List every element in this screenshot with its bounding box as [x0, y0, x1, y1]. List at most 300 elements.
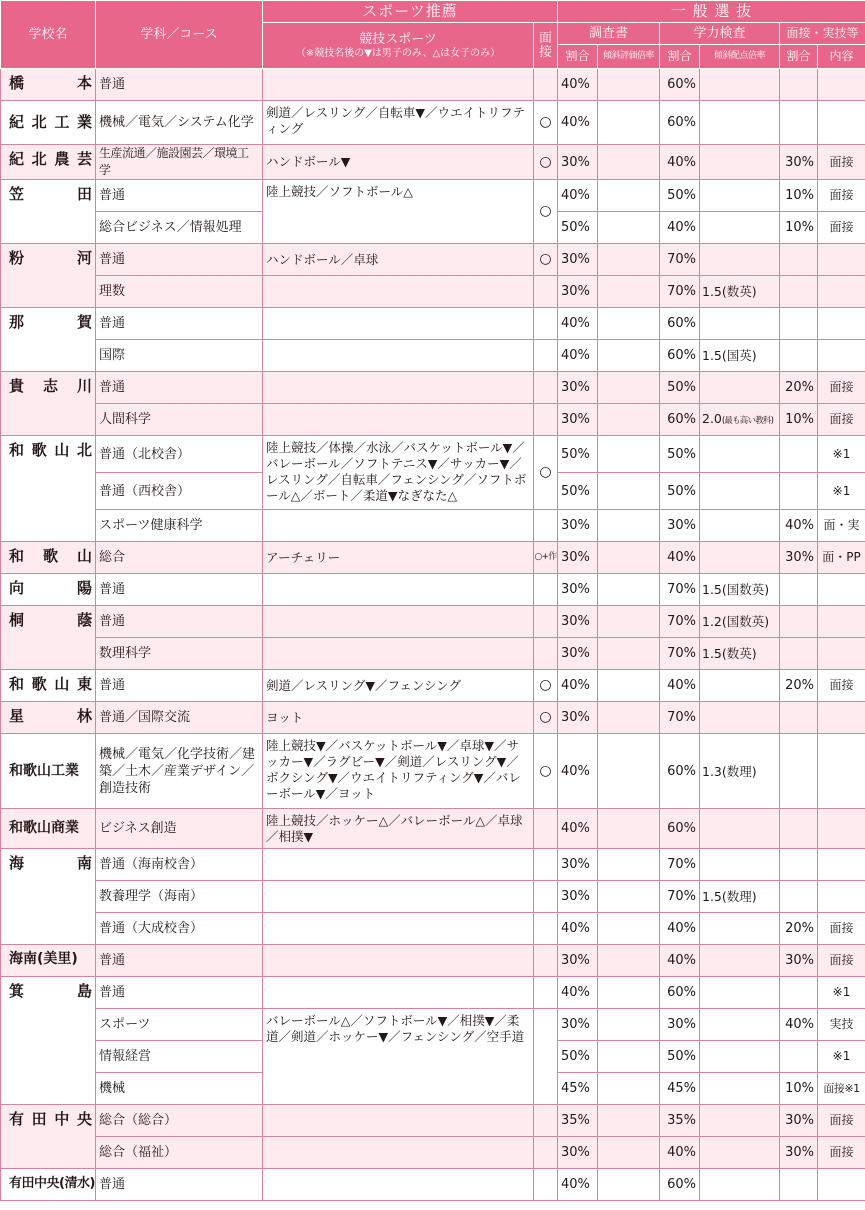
school-name: 那賀 — [1, 308, 96, 372]
gakuryoku-ratio: 50% — [660, 436, 700, 473]
gakuryoku-ratio: 70% — [660, 881, 700, 913]
keisha-hyotei — [598, 542, 660, 574]
sport-events: 剣道／レスリング／自転車▼／ウエイトリフティング — [263, 101, 534, 145]
gakuryoku-ratio: 50% — [660, 180, 700, 212]
dept-name: 普通 — [96, 574, 263, 606]
mensetsu-ratio — [780, 849, 818, 881]
gakuryoku-ratio: 60% — [660, 977, 700, 1009]
dept-name: 普通 — [96, 977, 263, 1009]
chousasho-ratio: 30% — [558, 606, 598, 638]
header-sport-note: （※競技名後の▼は男子のみ、△は女子のみ） — [295, 48, 501, 59]
chousasho-ratio: 30% — [558, 145, 598, 180]
table-row — [1, 574, 865, 606]
header-keisha-haiten: 傾斜配点倍率 — [700, 45, 780, 69]
keisha-hyotei — [598, 436, 660, 473]
gakuryoku-ratio: 30% — [660, 510, 700, 542]
sport-events: 剣道／レスリング▼／フェンシング — [263, 670, 534, 702]
mensetsu-ratio: 20% — [780, 670, 818, 702]
interview-mark: ○ — [534, 670, 558, 702]
keisha-hyotei — [598, 977, 660, 1009]
gakuryoku-ratio: 70% — [660, 702, 700, 734]
interview-mark — [534, 638, 558, 670]
mensetsu-content — [818, 69, 865, 101]
gakuryoku-ratio: 45% — [660, 1073, 700, 1105]
chousasho-ratio: 30% — [558, 1137, 598, 1169]
keisha-hyotei — [598, 1073, 660, 1105]
sport-events: バレーボール△／ソフトボール▼／相撲▼／柔道／剣道／ホッケー▼／フェンシング／空手道 — [263, 1009, 534, 1105]
mensetsu-ratio — [780, 638, 818, 670]
header-mensetsu: 面接・実技等 — [780, 23, 865, 45]
table-row — [1, 809, 865, 849]
keisha-hyotei — [598, 212, 660, 244]
keisha-hyotei — [598, 473, 660, 510]
sport-events: ヨット — [263, 702, 534, 734]
school-name: 向陽 — [1, 574, 96, 606]
dept-name: 情報経営 — [96, 1041, 263, 1073]
interview-mark — [534, 1105, 558, 1137]
interview-mark — [534, 276, 558, 308]
sport-events — [263, 1137, 534, 1169]
mensetsu-ratio: 40% — [780, 1009, 818, 1041]
dept-name: 人間科学 — [96, 404, 263, 436]
table-row — [1, 977, 865, 1009]
school-name: 箕島 — [1, 977, 96, 1105]
mensetsu-ratio — [780, 881, 818, 913]
chousasho-ratio: 30% — [558, 244, 598, 276]
sport-events — [263, 340, 534, 372]
keisha-haiten — [700, 670, 780, 702]
gakuryoku-ratio: 40% — [660, 212, 700, 244]
dept-name: ビジネス創造 — [96, 809, 263, 849]
interview-mark: ○ — [534, 436, 558, 510]
keisha-hyotei — [598, 734, 660, 809]
school-name: 有田中央(清水) — [1, 1169, 96, 1201]
dept-name: 総合（総合） — [96, 1105, 263, 1137]
mensetsu-ratio — [780, 606, 818, 638]
sport-events — [263, 849, 534, 881]
dept-name: 教養理学（海南） — [96, 881, 263, 913]
keisha-hyotei — [598, 606, 660, 638]
dept-name: 普通 — [96, 180, 263, 212]
keisha-hyotei — [598, 881, 660, 913]
keisha-haiten — [700, 1137, 780, 1169]
chousasho-ratio: 40% — [558, 308, 598, 340]
mensetsu-ratio: 10% — [780, 180, 818, 212]
chousasho-ratio: 50% — [558, 212, 598, 244]
mensetsu-ratio — [780, 276, 818, 308]
sport-events — [263, 945, 534, 977]
mensetsu-ratio: 40% — [780, 510, 818, 542]
table-row — [1, 1137, 865, 1169]
chousasho-ratio: 30% — [558, 510, 598, 542]
sport-events — [263, 1169, 534, 1201]
interview-mark — [534, 881, 558, 913]
gakuryoku-ratio: 60% — [660, 101, 700, 145]
mensetsu-content: 面接 — [818, 945, 865, 977]
school-name: 海南(美里) — [1, 945, 96, 977]
mensetsu-ratio: 30% — [780, 1137, 818, 1169]
interview-mark — [534, 977, 558, 1009]
chousasho-ratio: 30% — [558, 849, 598, 881]
sport-events: アーチェリー — [263, 542, 534, 574]
school-name: 和歌山 — [1, 542, 96, 574]
interview-mark — [534, 574, 558, 606]
table-row — [1, 510, 865, 542]
header-ratio-3: 割合 — [780, 45, 818, 69]
gakuryoku-ratio: 50% — [660, 473, 700, 510]
mensetsu-content — [818, 244, 865, 276]
mensetsu-ratio — [780, 101, 818, 145]
mensetsu-content: ※1 — [818, 1041, 865, 1073]
gakuryoku-ratio: 60% — [660, 340, 700, 372]
keisha-haiten — [700, 473, 780, 510]
sport-events — [263, 977, 534, 1009]
table-row — [1, 702, 865, 734]
gakuryoku-ratio: 70% — [660, 849, 700, 881]
interview-mark — [534, 510, 558, 542]
gakuryoku-ratio: 60% — [660, 308, 700, 340]
table-row — [1, 638, 865, 670]
interview-mark — [534, 945, 558, 977]
school-name: 粉河 — [1, 244, 96, 308]
table-row — [1, 436, 865, 473]
chousasho-ratio: 40% — [558, 670, 598, 702]
table-row — [1, 945, 865, 977]
header-chousasho: 調査書 — [558, 23, 660, 45]
mensetsu-ratio — [780, 702, 818, 734]
table-row — [1, 881, 865, 913]
keisha-haiten — [700, 849, 780, 881]
dept-name: 普通 — [96, 308, 263, 340]
mensetsu-content — [818, 1169, 865, 1201]
mensetsu-content — [818, 340, 865, 372]
mensetsu-ratio: 10% — [780, 212, 818, 244]
sport-events — [263, 308, 534, 340]
sport-events — [263, 913, 534, 945]
header-dept: 学科／コース — [96, 1, 263, 69]
chousasho-ratio: 30% — [558, 542, 598, 574]
gakuryoku-ratio: 40% — [660, 1137, 700, 1169]
dept-name: 普通 — [96, 606, 263, 638]
interview-mark — [534, 69, 558, 101]
table-row — [1, 180, 865, 212]
gakuryoku-ratio: 60% — [660, 404, 700, 436]
mensetsu-content — [818, 734, 865, 809]
keisha-haiten — [700, 69, 780, 101]
keisha-haiten — [700, 1073, 780, 1105]
dept-name: 国際 — [96, 340, 263, 372]
interview-mark — [534, 340, 558, 372]
dept-name: 普通（西校舎） — [96, 473, 263, 510]
keisha-hyotei — [598, 510, 660, 542]
table-row — [1, 101, 865, 145]
table-row — [1, 1169, 865, 1201]
mensetsu-content — [818, 702, 865, 734]
dept-name: 機械 — [96, 1073, 263, 1105]
sport-events: 陸上競技／ホッケー△／バレーボール△／卓球／相撲▼ — [263, 809, 534, 849]
mensetsu-ratio: 20% — [780, 913, 818, 945]
chousasho-ratio: 30% — [558, 574, 598, 606]
mensetsu-ratio — [780, 473, 818, 510]
mensetsu-ratio — [780, 977, 818, 1009]
interview-mark — [534, 809, 558, 849]
keisha-haiten — [700, 436, 780, 473]
mensetsu-content — [818, 101, 865, 145]
keisha-hyotei — [598, 276, 660, 308]
header-sport-events — [263, 23, 534, 69]
header-keisha-hyotei: 傾斜評価倍率 — [598, 45, 660, 69]
mensetsu-content: 面接 — [818, 212, 865, 244]
mensetsu-content: 面接 — [818, 180, 865, 212]
keisha-hyotei — [598, 670, 660, 702]
keisha-haiten — [700, 212, 780, 244]
dept-name: 普通 — [96, 945, 263, 977]
header-gakuryoku: 学力検査 — [660, 23, 780, 45]
interview-mark — [534, 308, 558, 340]
keisha-haiten: 1.3(数理) — [700, 734, 780, 809]
keisha-hyotei — [598, 308, 660, 340]
mensetsu-content: ※1 — [818, 977, 865, 1009]
mensetsu-content: ※1 — [818, 473, 865, 510]
sport-events: 陸上競技▼／バスケットボール▼／卓球▼／サッカー▼／ラグビー▼／剣道／レスリング▼／ボクシング▼／ウエイトリフティング▼／バレーボール▼／ヨット — [263, 734, 534, 809]
mensetsu-content: 面・実 — [818, 510, 865, 542]
keisha-hyotei — [598, 1041, 660, 1073]
dept-name: 機械／電気／化学技術／建築／土木／産業デザイン／創造技術 — [96, 734, 263, 809]
mensetsu-content: 面接 — [818, 145, 865, 180]
gakuryoku-ratio: 40% — [660, 670, 700, 702]
mensetsu-ratio: 30% — [780, 1105, 818, 1137]
dept-name: 普通 — [96, 1169, 263, 1201]
table-row — [1, 1105, 865, 1137]
keisha-hyotei — [598, 101, 660, 145]
table-row — [1, 308, 865, 340]
sport-events — [263, 574, 534, 606]
mensetsu-ratio — [780, 69, 818, 101]
keisha-hyotei — [598, 945, 660, 977]
dept-name: 普通（海南校舎） — [96, 849, 263, 881]
dept-name: 普通／国際交流 — [96, 702, 263, 734]
chousasho-ratio: 30% — [558, 276, 598, 308]
mensetsu-content: 面接 — [818, 404, 865, 436]
keisha-haiten: 1.2(国数英) — [700, 606, 780, 638]
keisha-hyotei — [598, 372, 660, 404]
keisha-haiten — [700, 510, 780, 542]
mensetsu-ratio — [780, 734, 818, 809]
gakuryoku-ratio: 70% — [660, 638, 700, 670]
mensetsu-content — [818, 276, 865, 308]
school-name: 和歌山商業 — [1, 809, 96, 849]
interview-mark — [534, 1009, 558, 1105]
sport-events: ハンドボール／卓球 — [263, 244, 534, 276]
keisha-haiten-value: 2.0 — [702, 410, 722, 426]
sport-events — [263, 606, 534, 638]
keisha-haiten — [700, 1041, 780, 1073]
dept-name: 数理科学 — [96, 638, 263, 670]
table-row — [1, 145, 865, 180]
interview-mark — [534, 1137, 558, 1169]
header-sport-events-label: 競技スポーツ — [359, 32, 437, 47]
gakuryoku-ratio: 70% — [660, 244, 700, 276]
mensetsu-content: 実技 — [818, 1009, 865, 1041]
keisha-hyotei — [598, 1105, 660, 1137]
chousasho-ratio: 30% — [558, 1009, 598, 1041]
table-row — [1, 670, 865, 702]
school-name: 桐蔭 — [1, 606, 96, 670]
mensetsu-content — [818, 849, 865, 881]
mensetsu-content: ※1 — [818, 436, 865, 473]
school-name: 星林 — [1, 702, 96, 734]
chousasho-ratio: 40% — [558, 340, 598, 372]
table-row — [1, 734, 865, 809]
chousasho-ratio: 50% — [558, 473, 598, 510]
interview-mark: ○+作 — [534, 542, 558, 574]
mensetsu-content — [818, 809, 865, 849]
sport-events: 陸上競技／ソフトボール△ — [263, 180, 534, 244]
chousasho-ratio: 30% — [558, 702, 598, 734]
table-row — [1, 69, 865, 101]
dept-name: 機械／電気／システム化学 — [96, 101, 263, 145]
school-name: 和歌山北 — [1, 436, 96, 542]
keisha-haiten — [700, 145, 780, 180]
header-general: 一 般 選 抜 — [558, 1, 865, 23]
mensetsu-ratio — [780, 574, 818, 606]
dept-name: 普通 — [96, 372, 263, 404]
dept-name: スポーツ — [96, 1009, 263, 1041]
chousasho-ratio: 50% — [558, 436, 598, 473]
chousasho-ratio: 40% — [558, 69, 598, 101]
chousasho-ratio: 40% — [558, 101, 598, 145]
gakuryoku-ratio: 40% — [660, 542, 700, 574]
mensetsu-content: 面接 — [818, 1105, 865, 1137]
mensetsu-ratio — [780, 1041, 818, 1073]
dept-name: スポーツ健康科学 — [96, 510, 263, 542]
school-name: 紀北工業 — [1, 101, 96, 145]
interview-mark: ○ — [534, 734, 558, 809]
keisha-haiten: 1.5(数理) — [700, 881, 780, 913]
dept-name: 理数 — [96, 276, 263, 308]
mensetsu-content: 面接 — [818, 1137, 865, 1169]
keisha-hyotei — [598, 1137, 660, 1169]
mensetsu-ratio: 30% — [780, 145, 818, 180]
sport-events — [263, 1105, 534, 1137]
header-content: 内容 — [818, 45, 865, 69]
mensetsu-ratio — [780, 308, 818, 340]
chousasho-ratio: 40% — [558, 809, 598, 849]
chousasho-ratio: 40% — [558, 734, 598, 809]
keisha-haiten — [700, 542, 780, 574]
table-row — [1, 1009, 865, 1041]
gakuryoku-ratio: 60% — [660, 734, 700, 809]
dept-name: 普通 — [96, 69, 263, 101]
dept-name: 普通 — [96, 244, 263, 276]
mensetsu-content — [818, 606, 865, 638]
keisha-hyotei — [598, 1009, 660, 1041]
keisha-haiten — [700, 702, 780, 734]
keisha-haiten — [700, 404, 780, 436]
interview-mark — [534, 913, 558, 945]
school-name: 海南 — [1, 849, 96, 945]
dept-name: 生産流通／施設園芸／環境工学 — [96, 145, 263, 180]
chousasho-ratio: 30% — [558, 372, 598, 404]
sport-events — [263, 510, 534, 542]
gakuryoku-ratio: 70% — [660, 606, 700, 638]
keisha-haiten — [700, 913, 780, 945]
keisha-haiten — [700, 308, 780, 340]
sport-events — [263, 69, 534, 101]
gakuryoku-ratio: 60% — [660, 69, 700, 101]
keisha-haiten-note: (最も高い教科) — [721, 415, 774, 426]
mensetsu-ratio — [780, 244, 818, 276]
chousasho-ratio: 30% — [558, 404, 598, 436]
dept-name: 普通（大成校舎） — [96, 913, 263, 945]
keisha-hyotei — [598, 145, 660, 180]
keisha-hyotei — [598, 702, 660, 734]
chousasho-ratio: 35% — [558, 1105, 598, 1137]
keisha-haiten — [700, 945, 780, 977]
mensetsu-content: 面接 — [818, 913, 865, 945]
dept-name: 総合 — [96, 542, 263, 574]
keisha-haiten: 1.5(国英) — [700, 340, 780, 372]
sport-events: ハンドボール▼ — [263, 145, 534, 180]
keisha-haiten — [700, 977, 780, 1009]
mensetsu-content: 面接※1 — [818, 1073, 865, 1105]
school-name: 貴志川 — [1, 372, 96, 436]
table-row — [1, 606, 865, 638]
gakuryoku-ratio: 70% — [660, 574, 700, 606]
keisha-haiten: 1.5(数英) — [700, 276, 780, 308]
keisha-haiten — [700, 1169, 780, 1201]
gakuryoku-ratio: 40% — [660, 913, 700, 945]
keisha-haiten: 1.5(国数英) — [700, 574, 780, 606]
mensetsu-content — [818, 881, 865, 913]
keisha-haiten — [700, 372, 780, 404]
keisha-hyotei — [598, 638, 660, 670]
keisha-haiten — [700, 180, 780, 212]
dept-name: 総合（福祉） — [96, 1137, 263, 1169]
mensetsu-ratio — [780, 340, 818, 372]
gakuryoku-ratio: 50% — [660, 1041, 700, 1073]
keisha-haiten: 1.5(数英) — [700, 638, 780, 670]
chousasho-ratio: 40% — [558, 977, 598, 1009]
mensetsu-ratio — [780, 436, 818, 473]
keisha-hyotei — [598, 404, 660, 436]
keisha-hyotei — [598, 849, 660, 881]
header-school: 学校名 — [1, 1, 96, 69]
keisha-hyotei — [598, 809, 660, 849]
keisha-haiten — [700, 1105, 780, 1137]
keisha-hyotei — [598, 244, 660, 276]
table-row — [1, 276, 865, 308]
keisha-haiten — [700, 244, 780, 276]
table-body — [1, 69, 865, 1201]
school-name: 橋本 — [1, 69, 96, 101]
keisha-haiten — [700, 101, 780, 145]
header-interview: 面接 — [534, 23, 558, 69]
table-row — [1, 913, 865, 945]
mensetsu-ratio: 30% — [780, 945, 818, 977]
mensetsu-ratio — [780, 1169, 818, 1201]
gakuryoku-ratio: 40% — [660, 145, 700, 180]
table-row — [1, 372, 865, 404]
mensetsu-ratio: 10% — [780, 404, 818, 436]
keisha-hyotei — [598, 180, 660, 212]
interview-mark — [534, 849, 558, 881]
mensetsu-content — [818, 574, 865, 606]
keisha-hyotei — [598, 1169, 660, 1201]
gakuryoku-ratio: 50% — [660, 372, 700, 404]
chousasho-ratio: 30% — [558, 945, 598, 977]
interview-mark — [534, 606, 558, 638]
